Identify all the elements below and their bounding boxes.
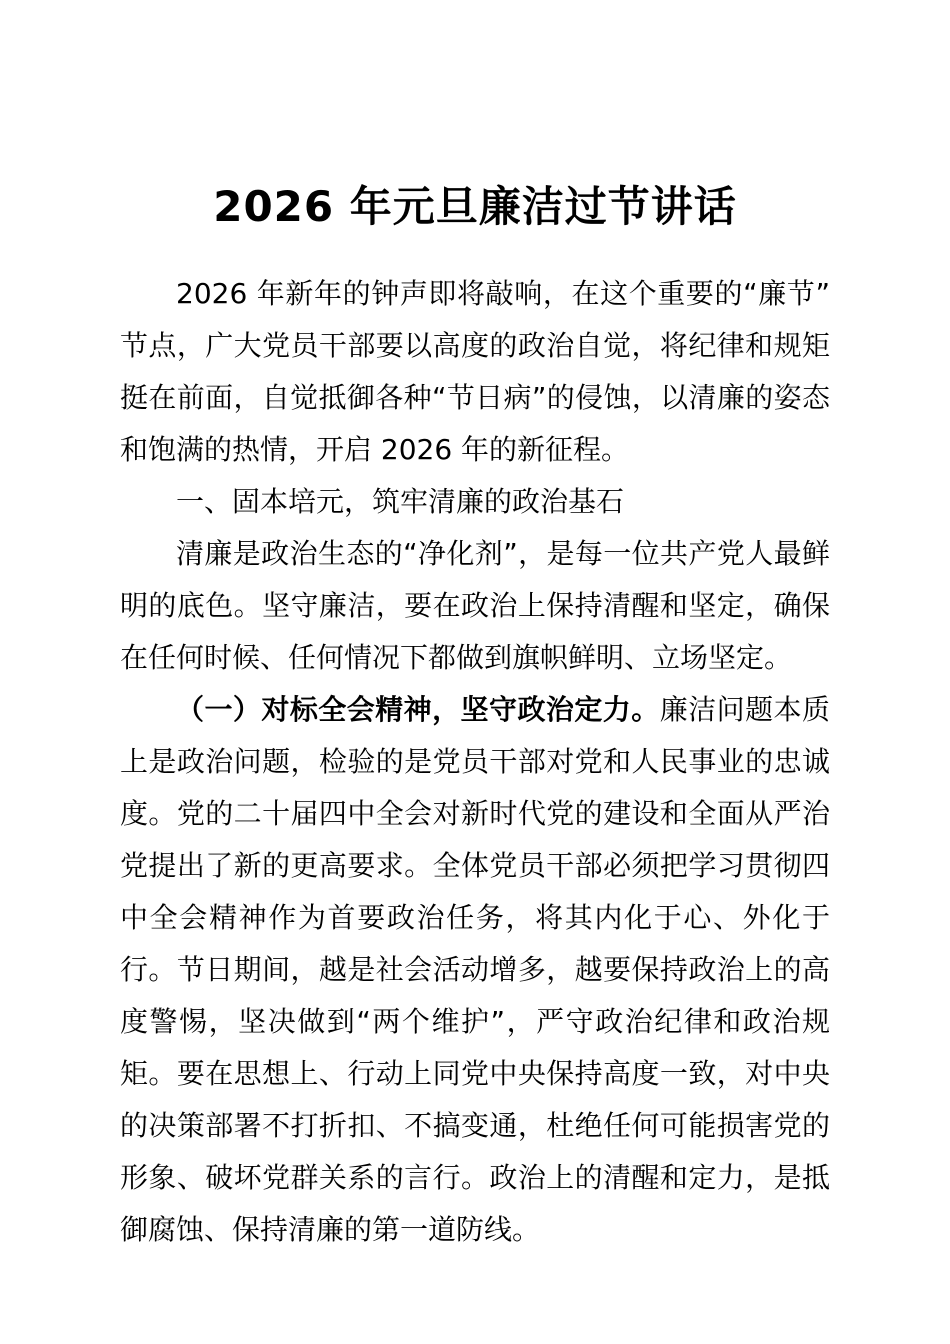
document-title: 2026 年元旦廉洁过节讲话 xyxy=(213,182,737,231)
section-heading: 一、固本培元，筑牢清廉的政治基石 xyxy=(176,485,625,518)
paragraph-lead-bold: （一）对标全会精神，坚守政治定力。 xyxy=(176,693,660,726)
body-paragraph: （一）对标全会精神，坚守政治定力。廉洁问题本质上是政治问题，检验的是党员干部对党和人民事业的忠诚度。党的二十届四中全会对新时代党的建设和全面从严治党提出了新的更高要求。全体党员干部必须把学习贯彻四中全会精神作为首要政治任务，将其内化于心、外化于行。节日期间，越是社会活动增多，越要保持政治上的高度警惕，坚决做到“两个维护”，严守政治纪律和政治规矩。要在思想上、行动上同党中央保持高度一致，对中央的决策部署不打折扣、不搞变通，杜绝任何可能损害党的形象、破坏党群关系的言行。政治上的清醒和定力，是抵御腐蚀、保持清廉的第一道防线。 xyxy=(120,693,830,1246)
body-paragraph: 2026 年新年的钟声即将敲响，在这个重要的“廉节”节点，广大党员干部要以高度的政治自觉，将纪律和规矩挺在前面，自觉抵御各种“节日病”的侵蚀，以清廉的姿态和饱满的热情，开启 2026 年的新征程。 xyxy=(120,277,830,466)
document-body xyxy=(120,268,830,1256)
body-paragraph: 清廉是政治生态的“净化剂”，是每一位共产党人最鲜明的底色。坚守廉洁，要在政治上保持清醒和坚定，确保在任何时候、任何情况下都做到旗帜鲜明、立场坚定。 xyxy=(120,537,830,674)
